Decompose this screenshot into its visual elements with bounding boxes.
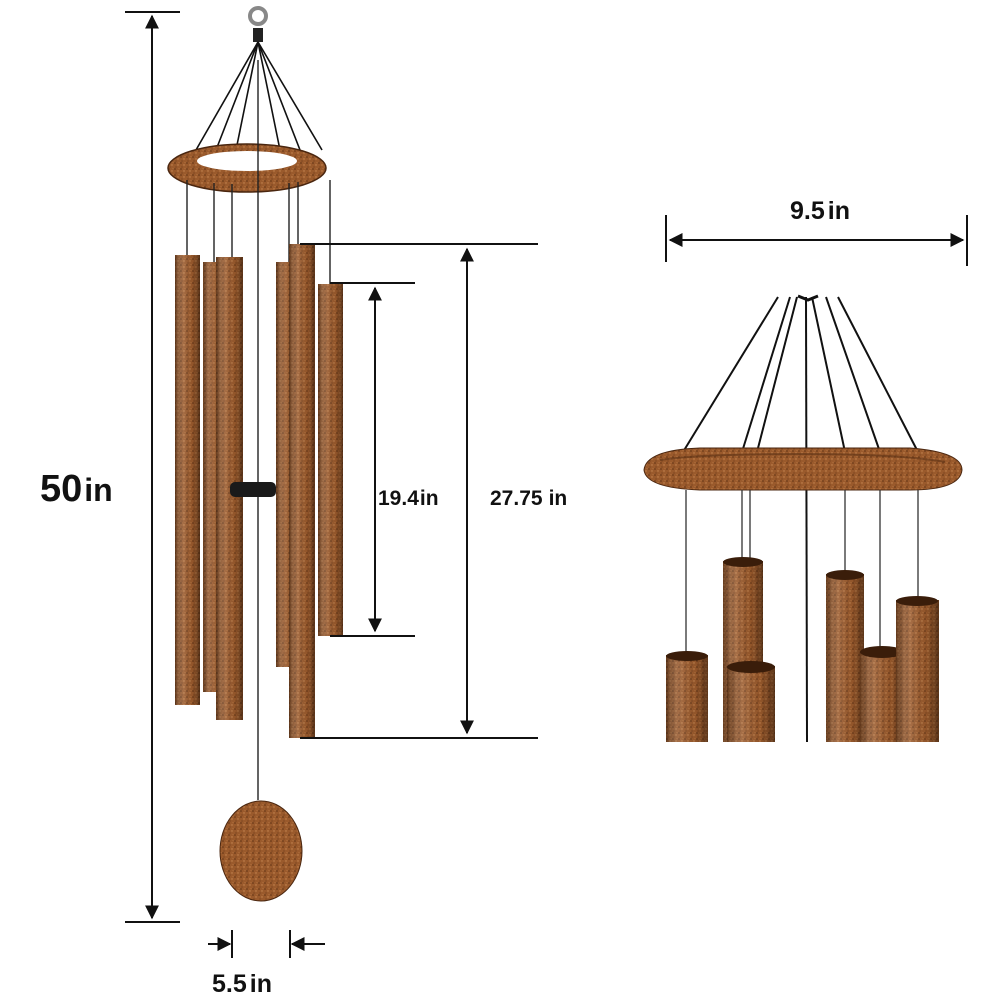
closeup-view bbox=[644, 215, 967, 742]
sail-width-value: 5.5 bbox=[212, 970, 247, 998]
suspension-strings bbox=[196, 42, 322, 150]
shortest-tube-label bbox=[378, 488, 439, 509]
shortest-tube-unit: in bbox=[419, 487, 439, 510]
closeup-tube-6 bbox=[896, 596, 939, 742]
longest-tube-value: 27.75 bbox=[490, 487, 543, 510]
full-chime-view bbox=[168, 8, 343, 901]
closeup-ring bbox=[644, 448, 962, 490]
closeup-tube-4 bbox=[826, 570, 864, 742]
total-height-dimension bbox=[125, 12, 180, 922]
closeup-wires bbox=[686, 490, 918, 666]
longest-tube-label bbox=[490, 488, 567, 509]
sail-width-dimension bbox=[208, 930, 325, 958]
closeup-tube-1 bbox=[666, 651, 708, 742]
striker bbox=[230, 482, 276, 497]
ring-diameter-label bbox=[790, 199, 850, 224]
longest-tube-unit: in bbox=[548, 487, 568, 510]
total-height-value: 50 bbox=[40, 468, 83, 510]
total-height-unit: in bbox=[84, 472, 113, 508]
hook-icon bbox=[250, 8, 266, 42]
shortest-tube-value: 19.4 bbox=[378, 487, 419, 510]
sail-width-label bbox=[212, 972, 272, 997]
total-height-label bbox=[40, 470, 113, 508]
closeup-tubes bbox=[666, 557, 939, 742]
closeup-tube-3 bbox=[727, 661, 775, 742]
ring-diameter-unit: in bbox=[827, 197, 850, 225]
ring-icon bbox=[168, 144, 326, 192]
sail-icon bbox=[220, 801, 302, 901]
ring-diameter-value: 9.5 bbox=[790, 197, 825, 225]
sail-width-unit: in bbox=[249, 970, 272, 998]
